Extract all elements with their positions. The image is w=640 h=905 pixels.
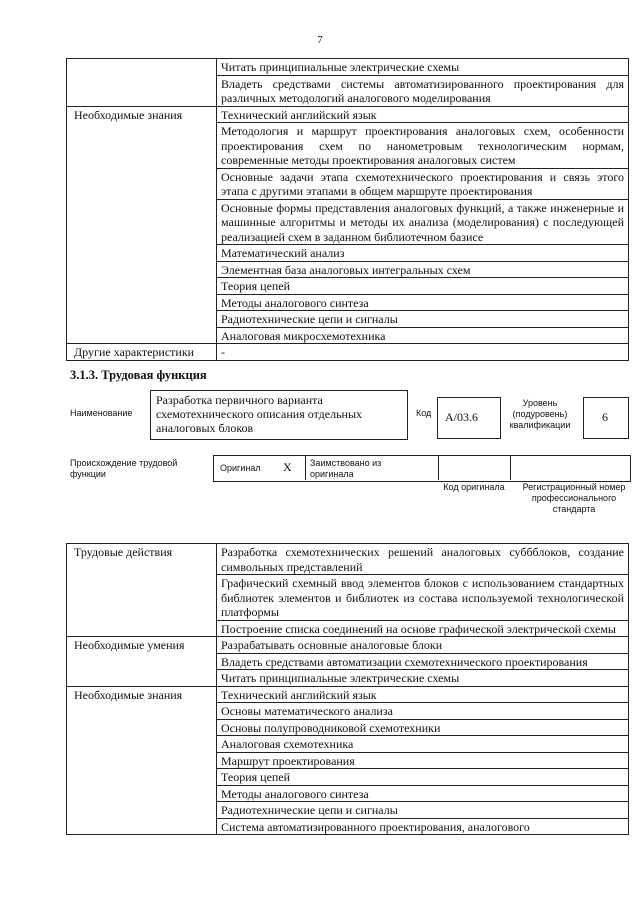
row-value: Методы аналогового синтеза: [217, 294, 629, 311]
original-label: Оригинал: [220, 463, 261, 473]
page-number: 7: [317, 34, 323, 46]
row-value: Теория цепей: [217, 278, 629, 295]
table-row: [67, 59, 629, 76]
name-label: Наименование: [70, 408, 133, 418]
row-label: Необходимые знания: [67, 686, 217, 835]
code-label: Код: [416, 408, 432, 418]
row-label: Необходимые знания: [67, 106, 217, 344]
row-value: Основные формы представления аналоговых функций, а также инженерные и машинные алгоритмы и методы их анализа (моделирования) с последующей реализацией схем в заданном библиотечном базисе: [217, 199, 629, 245]
row-value: Технический английский язык: [217, 686, 629, 703]
row-value: -: [217, 344, 629, 361]
original-mark: X: [283, 460, 292, 474]
origin-box: [213, 455, 631, 482]
name-value: Разработка первичного варианта схемотехнического описания отдельных аналоговых блоков: [156, 393, 363, 435]
code-value: A/03.6: [445, 410, 478, 424]
row-label: Необходимые умения: [67, 637, 217, 687]
origin-divider-1: [305, 455, 306, 480]
row-value: Элементная база аналоговых интегральных схем: [217, 261, 629, 278]
function-details-table: [66, 543, 629, 835]
level-value: 6: [602, 410, 608, 424]
table-row: [67, 686, 629, 703]
row-value: Основные задачи этапа схемотехнического проектирования и связь этого этапа с другими этапами в общем маршруте проектирования: [217, 168, 629, 199]
row-value: Разрабатывать основные аналоговые блоки: [217, 637, 629, 654]
row-value: Владеть средствами автоматизации схемотехнического проектирования: [217, 653, 629, 670]
requirements-table-continued: [66, 58, 629, 361]
code-caption: Код оригинала: [443, 482, 505, 492]
table-row: [67, 344, 629, 361]
row-label: Другие характеристики: [67, 344, 217, 361]
reg-caption: Регистрационный номер профессионального стандарта: [522, 482, 626, 514]
row-value: Маршрут проектирования: [217, 752, 629, 769]
origin-divider-2: [438, 455, 439, 480]
row-value: Построение списка соединений на основе графической электрической схемы: [217, 620, 629, 637]
row-value: Основы полупроводниковой схемотехники: [217, 719, 629, 736]
table-row: [67, 106, 629, 123]
section-title: 3.1.3. Трудовая функция: [70, 368, 207, 382]
row-value: Владеть средствами системы автоматизированного проектирования для различных методологий аналогового моделирования: [217, 75, 629, 106]
row-value: Основы математического анализа: [217, 703, 629, 720]
row-value: Аналоговая микросхемотехника: [217, 327, 629, 344]
row-label: [67, 59, 217, 107]
row-value: Графический схемный ввод элементов блоков с использованием стандартных библиотек элементов и библиотек из состава используемой технологической платформы: [217, 575, 629, 621]
row-value: Радиотехнические цепи и сигналы: [217, 311, 629, 328]
row-value: Методология и маршрут проектирования аналоговых схем, особенности проектирования схем по нанометровым технологическим нормам, современные методы проектирования аналоговых систем: [217, 123, 629, 169]
table-row: [67, 637, 629, 654]
borrowed-label: Заимствовано из оригинала: [310, 458, 382, 479]
row-value: Аналоговая схемотехника: [217, 736, 629, 753]
table-row: [67, 544, 629, 575]
origin-label: Происхождение трудовой функции: [70, 458, 178, 479]
row-value: Радиотехнические цепи и сигналы: [217, 802, 629, 819]
row-value: Разработка схемотехнических решений аналоговых суббблоков, создание символьных представлений: [217, 544, 629, 575]
level-label: Уровень (подуровень) квалификации: [509, 398, 571, 430]
row-value: Теория цепей: [217, 769, 629, 786]
row-label: Трудовые действия: [67, 544, 217, 637]
row-value: Технический английский язык: [217, 106, 629, 123]
row-value: Методы аналогового синтеза: [217, 785, 629, 802]
row-value: Система автоматизированного проектирования, аналогового: [217, 818, 629, 835]
origin-divider-3: [510, 455, 511, 480]
row-value: Читать принципиальные электрические схемы: [217, 670, 629, 687]
row-value: Читать принципиальные электрические схемы: [217, 59, 629, 76]
row-value: Математический анализ: [217, 245, 629, 262]
